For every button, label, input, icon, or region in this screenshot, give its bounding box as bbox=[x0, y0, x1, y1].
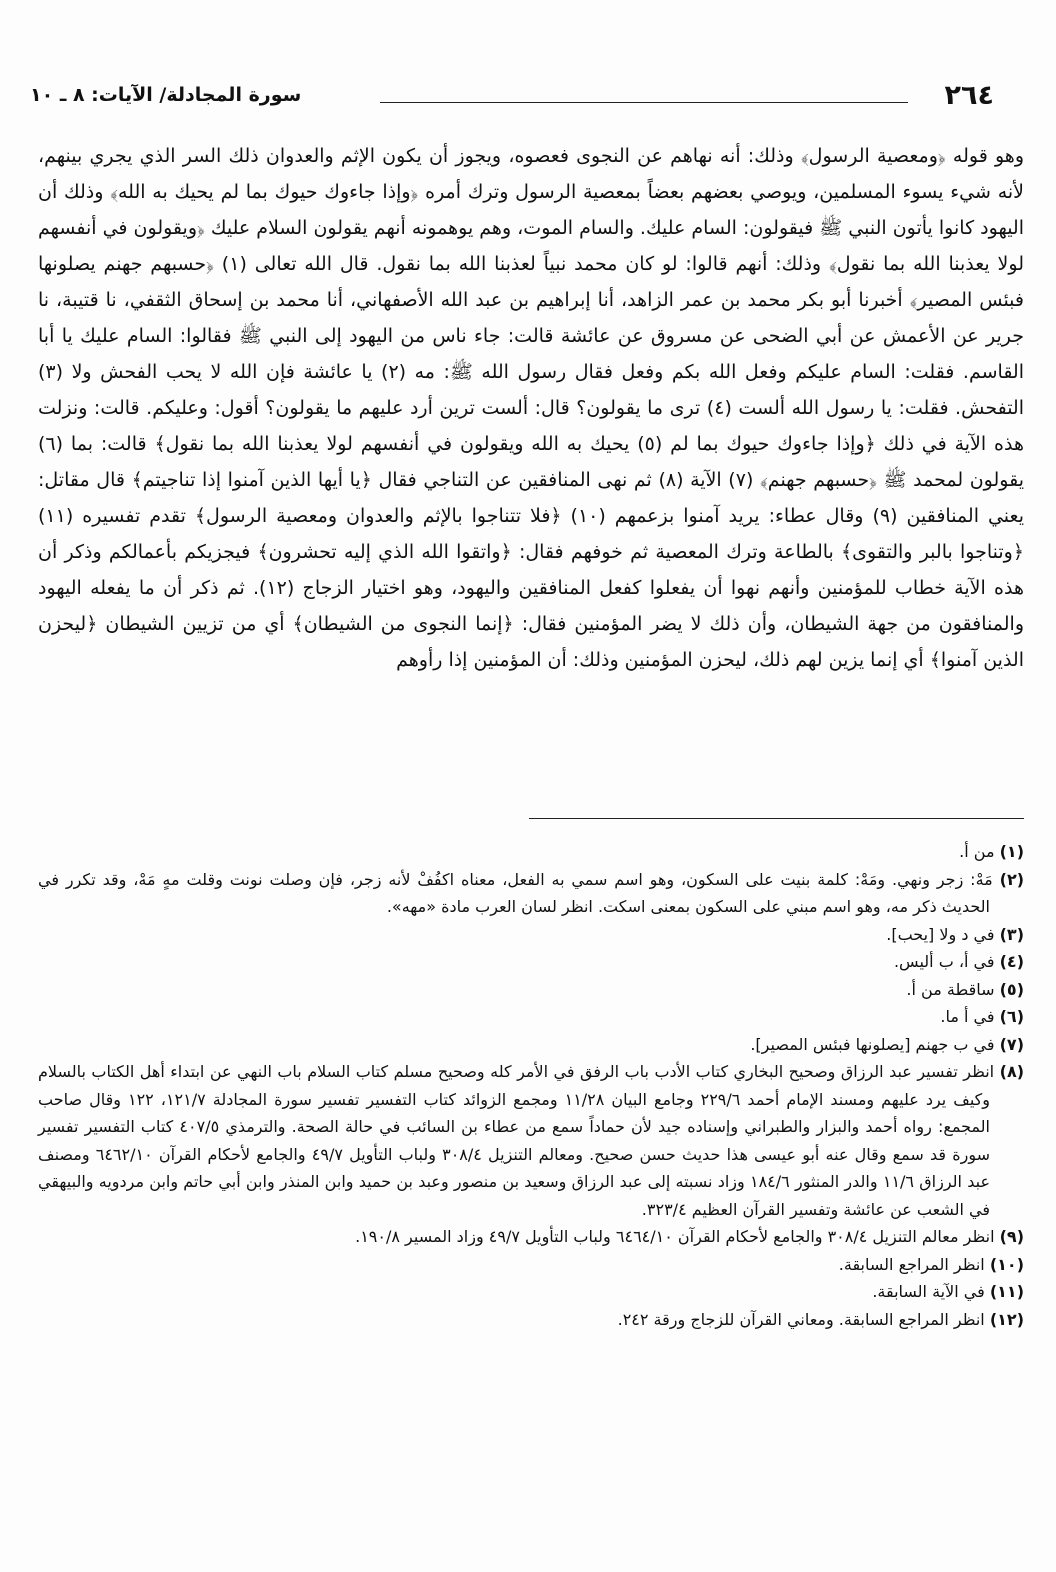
footnote-number: (١) bbox=[999, 842, 1024, 861]
footnote-number: (٣) bbox=[999, 924, 1024, 944]
footnote-text: في أ ما. bbox=[940, 1007, 995, 1026]
footnote-number: (١٠) bbox=[989, 1254, 1024, 1274]
body-paragraph: وهو قوله ﴿ومعصية الرسول﴾ وذلك: أنه نهاهم عن النجوى فعصوه، ويجوز أن يكون الإثم والعدوان ذلك السر الذي يجري بينهم، لأنه شيء يسوء المسلمين، ويوصي بعضهم بعضاً بمعصية الرسول وترك أمره ﴿وإذا جاءوك حيوك بما لم يحيك به الله﴾ وذلك أن اليهود كانوا يأتون النبي ﷺ فيقولون: السام عليك. والسام الموت، وهم يوهمونه أنهم يقولون السلام عليك ﴿ويقولون في أنفسهم لولا يعذبنا الله بما نقول﴾ وذلك: أنهم قالوا: لو كان محمد نبياً لعذبنا الله بما نقول. قال الله تعالى (١) ﴿حسبهم جهنم يصلونها فبئس المصير﴾ أخبرنا أبو بكر محمد بن عمر الزاهد، أنا إبراهيم بن عبد الله الأصفهاني، أنا محمد بن إسحاق الثقفي، نا قتيبة، نا جرير عن الأعمش عن أبي الضحى عن مسروق عن عائشة قالت: جاء ناس من اليهود إلى النبي ﷺ فقالوا: السام عليك يا أبا القاسم. فقلت: السام عليكم وفعل الله بكم وفعل فقال رسول الله ﷺ: مه (٢) يا عائشة فإن الله لا يحب الفحش ولا (٣) التفحش. فقلت: يا رسول الله ألست (٤) ترى ما يقولون؟ قال: ألست ترين أرد عليهم ما يقولون؟ أقول: وعليكم. قالت: ونزلت هذه الآية في ذلك ﴿وإذا جاءوك حيوك بما لم (٥) يحيك به الله ويقولون في أنفسهم لولا يعذبنا الله بما نقول﴾ قالت: بما (٦) يقولون لمحمد ﷺ ﴿حسبهم جهنم﴾ (٧) الآية (٨) ثم نهى المنافقين عن التناجي فقال ﴿يا أيها الذين آمنوا إذا تناجيتم﴾ قال مقاتل: يعني المنافقين (٩) وقال عطاء: يريد آمنوا بزعمهم (١٠) ﴿فلا تتناجوا بالإثم والعدوان ومعصية الرسول﴾ تقدم تفسيره (١١) ﴿وتناجوا بالبر والتقوى﴾ بالطاعة وترك المعصية ثم خوفهم فقال: ﴿واتقوا الله الذي إليه تحشرون﴾ فيجزيكم بأعمالكم وذكر أن هذه الآية خطاب للمؤمنين وأنهم نهوا أن يفعلوا كفعل المنافقين واليهود، وهو اختيار الزجاج (١٢). ثم ذكر أن ما يفعله اليهود والمنافقون من جهة الشيطان، وأن ذلك لا يضر المؤمنين فقال: ﴿إنما النجوى من الشيطان﴾ أي من تزيين الشيطان ﴿ليحزن الذين آمنوا﴾ أي إنما يزين لهم ذلك، ليحزن المؤمنين وذلك: أن المؤمنين إذا رأوهم bbox=[38, 145, 1025, 671]
footnote-rule bbox=[529, 818, 1024, 819]
footnote-text: انظر تفسير عبد الرزاق وصحيح البخاري كتاب الأدب باب الرفق في الأمر كله وصحيح مسلم كتاب السلام باب النهي عن ابتداء أهل الكتاب بالسلام وكيف يرد عليهم ومسند الإمام أحمد ٢٢٩/٦ وجامع البيان ١١/٢٨ ومجمع الزوائد كتاب التفسير تفسير سورة المجادلة ١٢١/٧، ١٢٢ وقال صاحب المجمع: رواه أحمد والبزار والطبراني وإسناده جيد لأن حماداً سمع من عطاء بن السائب في حالة الصحة. والترمذي ٤٠٧/٥ كتاب التفسير تفسير سورة قد سمع وقال عنه أبو عيسى هذا حديث حسن صحيح. ومعالم التنزيل ٣٠٨/٤ ولباب التأويل ٤٩/٧ والجامع لأحكام القرآن ٦٤٦٢/١٠ ومصنف عبد الرزاق ١١/٦ والدر المنثور ١٨٤/٦ وزاد نسبته إلى عبد الرزاق وسعيد بن منصور وعبد بن حميد وابن المنذر وابن أبي حاتم وابن مردويه والبيهقي في الشعب عن عائشة وتفسير القرآن العظيم ٣٢٣/٤. bbox=[38, 1062, 995, 1219]
footnote-3 bbox=[38, 921, 1024, 949]
footnote-4 bbox=[38, 948, 1024, 976]
footnote-text: في د ولا [يحب]. bbox=[886, 924, 995, 944]
footnote-6 bbox=[38, 1003, 1024, 1031]
footnote-1 bbox=[38, 838, 1024, 866]
header-rule bbox=[380, 102, 908, 103]
footnote-2 bbox=[38, 866, 1024, 921]
footnote-text: مَهْ: زجر ونهي. ومَهْ: كلمة بنيت على السكون، وهو اسم سمي به الفعل، معناه اكفُفْ لأنه زجر، فإن وصلت نونت وقلت مهٍ مَهْ، وقد تكرر في الحديث ذكر مه، وهو اسم مبني على السكون بمعنى اسكت. انظر لسان العرب مادة «مهه». bbox=[38, 869, 993, 916]
footnote-number: (٩) bbox=[999, 1227, 1024, 1246]
main-text bbox=[38, 138, 1024, 678]
footnote-text: من أ. bbox=[959, 842, 995, 861]
footnote-11 bbox=[38, 1278, 1024, 1306]
footnote-number: (٦) bbox=[999, 1007, 1024, 1026]
footnote-5 bbox=[38, 976, 1024, 1004]
footnote-12 bbox=[38, 1306, 1024, 1334]
page-number: ٢٦٤ bbox=[944, 80, 994, 111]
running-title: سورة المجادلة/ الآيات: ٨ ـ ١٠ bbox=[30, 84, 302, 106]
footnote-7 bbox=[38, 1031, 1024, 1059]
footnote-number: (١١) bbox=[989, 1282, 1024, 1301]
footnote-number: (٥) bbox=[999, 979, 1024, 999]
footnote-text: في الآية السابقة. bbox=[872, 1282, 985, 1301]
footnote-text: في أ، ب أليس. bbox=[893, 952, 995, 971]
footnote-text: انظر المراجع السابقة. bbox=[838, 1254, 985, 1274]
footnote-number: (٢) bbox=[999, 869, 1025, 889]
footnote-text: انظر معالم التنزيل ٣٠٨/٤ والجامع لأحكام القرآن ٦٤٦٤/١٠ ولباب التأويل ٤٩/٧ وزاد المسير ١٩٠/٨. bbox=[355, 1227, 995, 1246]
page-header bbox=[30, 80, 994, 124]
footnote-number: (١٢) bbox=[989, 1309, 1024, 1329]
footnote-text: في ب جهنم [يصلونها فبئس المصير]. bbox=[750, 1034, 995, 1054]
footnote-8 bbox=[38, 1058, 1024, 1223]
footnote-number: (٤) bbox=[999, 952, 1024, 971]
footnote-number: (٨) bbox=[999, 1062, 1025, 1081]
footnote-number: (٧) bbox=[999, 1034, 1024, 1054]
footnotes bbox=[38, 838, 1024, 1333]
footnote-text: ساقطة من أ. bbox=[906, 979, 995, 999]
footnote-text: انظر المراجع السابقة. ومعاني القرآن للزجاج ورقة ٢٤٢. bbox=[617, 1309, 985, 1329]
footnote-10 bbox=[38, 1251, 1024, 1279]
footnote-9 bbox=[38, 1223, 1024, 1251]
